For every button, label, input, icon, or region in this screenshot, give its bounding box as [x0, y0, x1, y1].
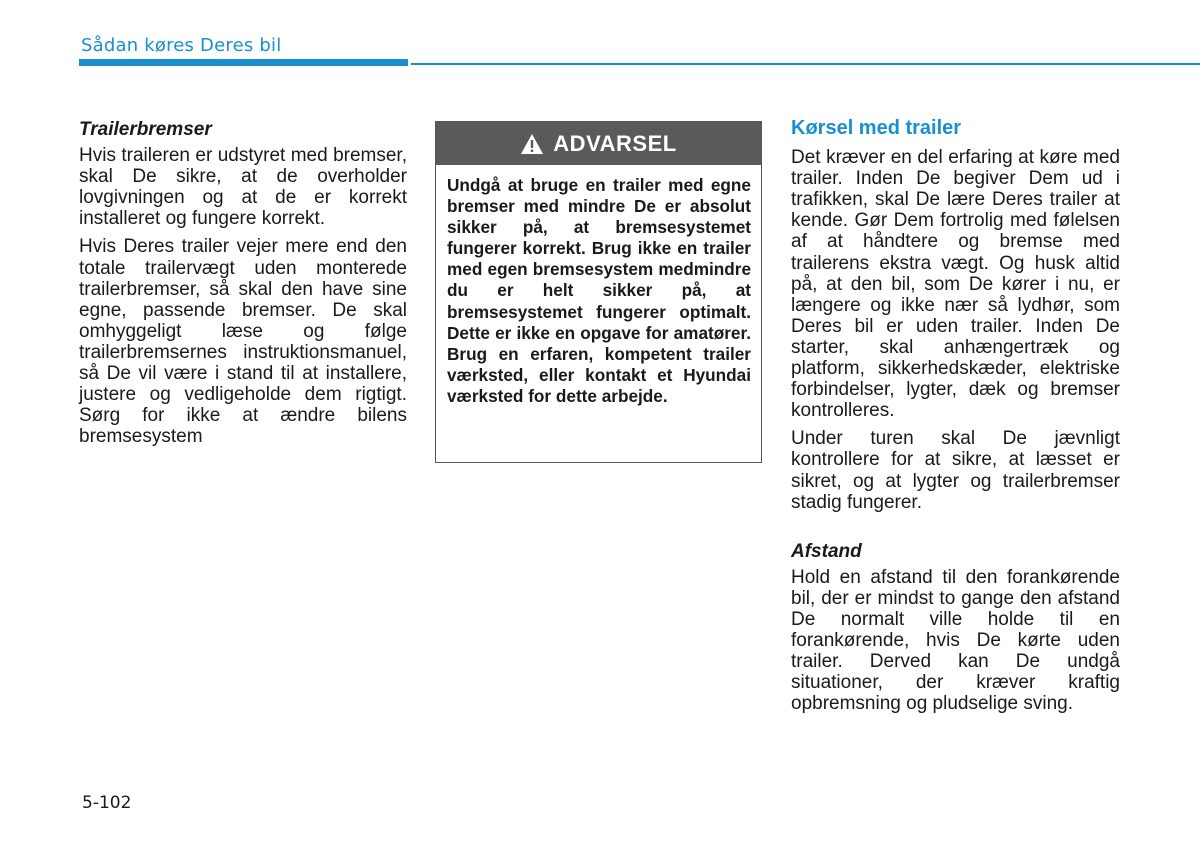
warning-box — [435, 121, 762, 463]
header-rule-thin — [411, 63, 1200, 65]
warning-title: ADVARSEL — [553, 130, 677, 156]
paragraph: Under turen skal De jævnligt kontrollere for at sikre, at læsset er sikret, og at lygter og trailerbremser stadig fungerer. — [791, 428, 1120, 513]
subheading-trailerbremser: Trailerbremser — [79, 119, 212, 140]
paragraph: Hold en afstand til den forankørende bil, der er mindst to gange den afstand De normalt ville holde til en forankørende, hvis De kørte uden trailer. Derved kan De undgå situationer, der kræver kraftig opbremsning og pludselige sving. — [791, 566, 1120, 715]
warning-text: Undgå at bruge en trailer med egne bremser med mindre De er absolut sikker på, at bremsesystemet fungerer korrekt. Brug ikke en trailer med egen bremsesystem medmindre du er helt sikker på, at bremsesystemet fungerer optimalt. Dette er ikke en opgave for amatører. Brug en erfaren, kompetent trailer værksted, eller kontakt et Hyundai værksted for dette arbejde. — [447, 175, 751, 406]
header-rule-thick — [79, 59, 408, 66]
paragraph: Hvis Deres trailer vejer mere end den totale trailervægt uden monterede trailerbremser, så skal den have sine egne, passende bremser. De skal omhyggeligt læse og følge trailerbremsernes instruktionsmanuel, så De vil være i stand til at installere, justere og vedligeholde dem rigtigt. Sørg for ikke at ændre bilens bremsesystem — [79, 236, 407, 448]
running-header: Sådan køres Deres bil — [81, 35, 282, 56]
page-number: 5-102 — [82, 793, 132, 813]
paragraph: Det kræver en del erfaring at køre med trailer. Inden De begiver Dem ud i trafikken, skal De lære Deres trailer at kende. Gør Dem fortrolig med følelsen af at håndtere og bremse med trailerens ekstra vægt. Og husk altid på, at den bil, som De kører i nu, er længere og ikke nær så lydhør, som Deres bil er uden trailer. Inden De starter, skal anhængertræk og platform, sikkerhedskæder, elektriske forbindelser, lygter, dæk og bremser kontrolleres. — [791, 147, 1120, 422]
section-title: Kørsel med trailer — [791, 117, 962, 139]
subheading-afstand: Afstand — [791, 540, 862, 562]
paragraph: Hvis traileren er udstyret med bremser, skal De sikre, at de overholder lovgivningen og at de er korrekt installeret og fungere korrekt. — [79, 145, 407, 230]
warning-header — [436, 122, 761, 165]
warning-triangle-icon — [520, 133, 544, 155]
right-column — [791, 118, 1120, 721]
left-column — [79, 119, 407, 454]
